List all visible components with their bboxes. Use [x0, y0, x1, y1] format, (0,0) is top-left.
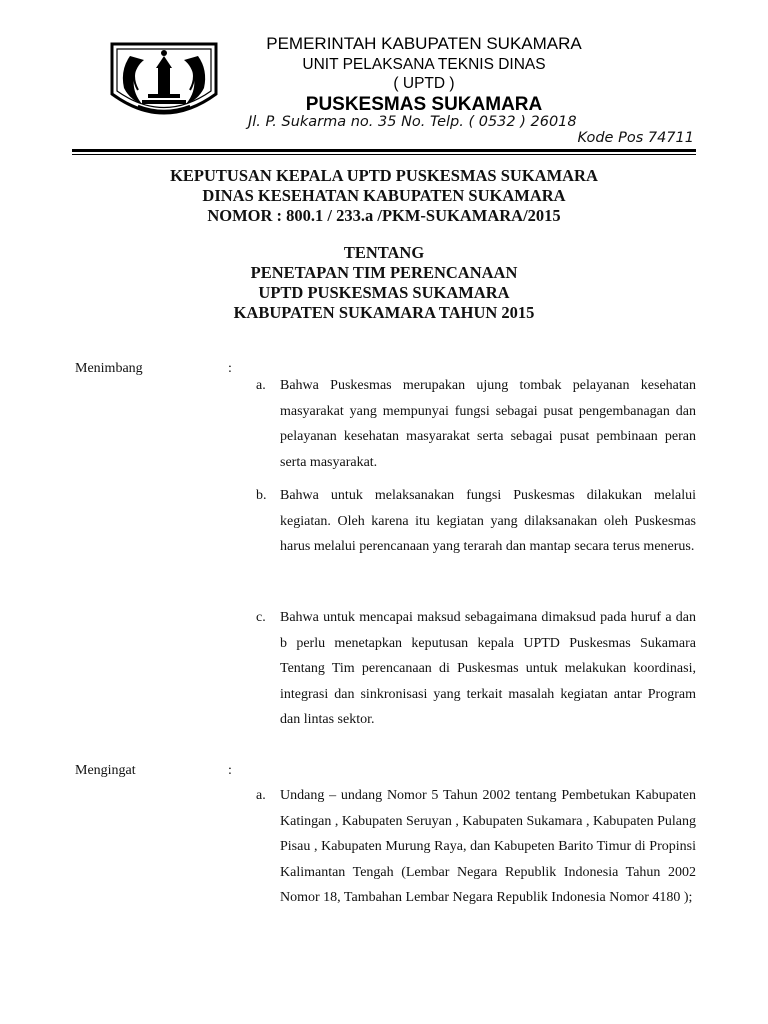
letterhead-postal-code: Kode Pos 74711: [577, 130, 694, 146]
item-text: Bahwa untuk melaksanakan fungsi Puskesmas dilakukan melalui kegiatan. Oleh karena itu kegiatan yang dilaksanakan oleh Puskesmas harus melalui perencanaan yang terarah dan mantap secara terus menerus.: [280, 488, 696, 554]
item-marker: a.: [256, 378, 266, 393]
letterhead-institution-name: PUSKESMAS SUKAMARA: [305, 94, 543, 115]
decree-subject-line-1: PENETAPAN TIM PERENCANAAN: [250, 263, 518, 282]
item-marker: a.: [256, 788, 266, 803]
letterhead-divider-thin: [72, 154, 696, 155]
letterhead-government-name: PEMERINTAH KABUPATEN SUKAMARA: [266, 34, 582, 53]
menimbang-label: Menimbang: [75, 361, 143, 376]
item-marker: b.: [256, 488, 267, 503]
item-marker: c.: [256, 610, 266, 625]
menimbang-colon: :: [228, 361, 232, 376]
menimbang-item: [256, 483, 696, 587]
decree-subject-heading: TENTANG: [343, 243, 425, 262]
mengingat-item: [256, 783, 696, 939]
letterhead-unit-name: UNIT PELAKSANA TEKNIS DINAS: [302, 56, 546, 73]
letterhead-address: Jl. P. Sukarma no. 35 No. Telp. ( 0532 ) 26018: [248, 114, 577, 130]
decree-title-line-1: KEPUTUSAN KEPALA UPTD PUSKESMAS SUKAMARA: [170, 166, 598, 185]
menimbang-item: [256, 605, 696, 735]
menimbang-item: [256, 373, 696, 477]
decree-subject-line-3: KABUPATEN SUKAMARA TAHUN 2015: [233, 303, 535, 322]
decree-number: NOMOR : 800.1 / 233.a /PKM-SUKAMARA/2015: [207, 206, 561, 225]
mengingat-colon: :: [228, 763, 232, 778]
item-text: Bahwa Puskesmas merupakan ujung tombak pelayanan kesehatan masyarakat yang mempunyai fungsi sebagai pusat pengembanagan dan pelayanan kesehatan masyarakat serta sebagai pusat pembinaan peran serta masyarakat.: [280, 378, 696, 470]
letterhead-unit-abbreviation: ( UPTD ): [393, 75, 455, 92]
mengingat-label: Mengingat: [75, 763, 136, 778]
decree-title-line-2: DINAS KESEHATAN KABUPATEN SUKAMARA: [202, 186, 566, 205]
item-text: Undang – undang Nomor 5 Tahun 2002 tentang Pembetukan Kabupaten Katingan , Kabupaten Seruyan , Kabupaten Sukamara , Kabupaten Pulang Pisau , Kabupaten Murung Raya, dan Kabupeten Barito Timur di Propinsi Kalimantan Tengah (Lembar Negara Republik Indonesia Tahun 2002 Nomor 18, Tambahan Lembar Negara Republik Indonesia Nomor 4180 );: [280, 788, 696, 905]
letterhead-divider-thick: [72, 149, 696, 152]
item-text: Bahwa untuk mencapai maksud sebagaimana dimaksud pada huruf a dan b perlu menetapkan keputusan kepala UPTD Puskesmas Sukamara Tentang Tim perencanaan di Puskesmas untuk melakukan koordinasi, integrasi dan sinkronisasi yang terkait masalah kegiatan antar Program dan lintas sektor.: [280, 610, 696, 727]
decree-subject-line-2: UPTD PUSKESMAS SUKAMARA: [258, 283, 510, 302]
